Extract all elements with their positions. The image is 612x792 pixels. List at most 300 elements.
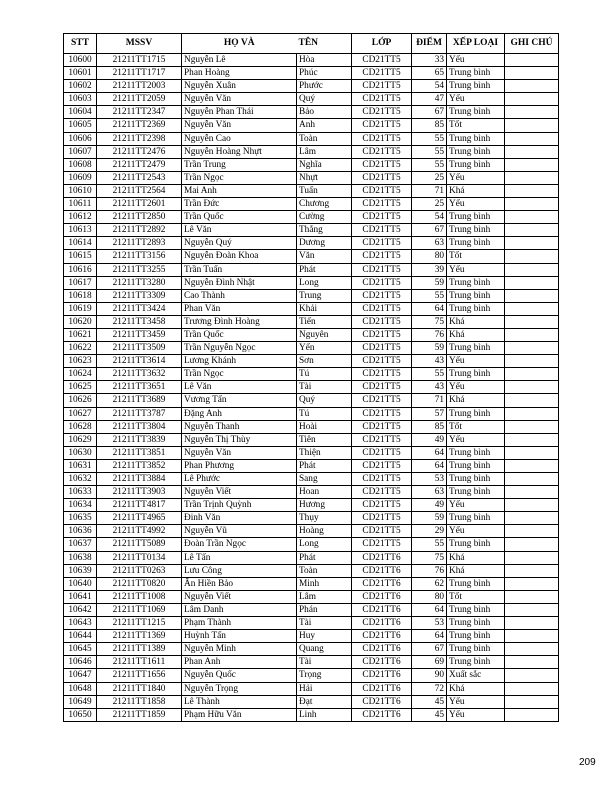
cell-lop: CD21TT5 [352, 328, 412, 341]
table-row [64, 211, 559, 224]
cell-ghi-chu [505, 289, 559, 302]
cell-diem: 55 [412, 145, 447, 158]
table-row [64, 250, 559, 263]
cell-xep-loai: Trung bình [447, 643, 505, 656]
table-row [64, 433, 559, 446]
table-row [64, 263, 559, 276]
cell-ho: Phan Phương [182, 459, 297, 472]
cell-stt: 10601 [64, 67, 97, 80]
cell-diem: 53 [412, 617, 447, 630]
cell-ho: Trần Đức [182, 198, 297, 211]
cell-ghi-chu [505, 145, 559, 158]
cell-lop: CD21TT5 [352, 250, 412, 263]
cell-diem: 65 [412, 67, 447, 80]
cell-stt: 10645 [64, 643, 97, 656]
cell-xep-loai: Trung bình [447, 459, 505, 472]
header-ten: TÊN [297, 34, 352, 54]
cell-diem: 33 [412, 54, 447, 67]
cell-lop: CD21TT6 [352, 551, 412, 564]
cell-ghi-chu [505, 499, 559, 512]
cell-xep-loai: Yếu [447, 381, 505, 394]
cell-ten: Anh [297, 119, 352, 132]
table-row [64, 459, 559, 472]
cell-ghi-chu [505, 656, 559, 669]
cell-ho: Lê Tấn [182, 551, 297, 564]
cell-ten: Cường [297, 211, 352, 224]
table-row [64, 656, 559, 669]
table-row [64, 171, 559, 184]
cell-ten: Phát [297, 551, 352, 564]
cell-mssv: 21211TT2850 [97, 211, 182, 224]
cell-ghi-chu [505, 695, 559, 708]
cell-ten: Toàn [297, 132, 352, 145]
cell-stt: 10608 [64, 158, 97, 171]
cell-ten: Nghĩa [297, 158, 352, 171]
cell-mssv: 21211TT3852 [97, 459, 182, 472]
cell-xep-loai: Trung bình [447, 80, 505, 93]
cell-ghi-chu [505, 224, 559, 237]
cell-diem: 67 [412, 643, 447, 656]
cell-ho: Lâm Danh [182, 603, 297, 616]
table-row [64, 473, 559, 486]
cell-stt: 10626 [64, 394, 97, 407]
cell-xep-loai: Trung bình [447, 237, 505, 250]
cell-lop: CD21TT6 [352, 590, 412, 603]
cell-xep-loai: Khá [447, 564, 505, 577]
cell-ghi-chu [505, 617, 559, 630]
cell-lop: CD21TT5 [352, 420, 412, 433]
cell-diem: 62 [412, 577, 447, 590]
cell-mssv: 21211TT1858 [97, 695, 182, 708]
cell-mssv: 21211TT3884 [97, 473, 182, 486]
header-ghi-chu: GHI CHÚ [505, 34, 559, 54]
cell-mssv: 21211TT3255 [97, 263, 182, 276]
cell-diem: 85 [412, 119, 447, 132]
table-row [64, 381, 559, 394]
cell-ho: Nguyễn Đoàn Khoa [182, 250, 297, 263]
cell-ten: Minh [297, 577, 352, 590]
cell-diem: 75 [412, 315, 447, 328]
cell-ho: Trần Quốc [182, 211, 297, 224]
cell-xep-loai: Trung bình [447, 473, 505, 486]
cell-ho: Lê Văn [182, 381, 297, 394]
cell-diem: 29 [412, 525, 447, 538]
cell-mssv: 21211TT0134 [97, 551, 182, 564]
cell-stt: 10614 [64, 237, 97, 250]
cell-xep-loai: Yếu [447, 708, 505, 721]
cell-ho: Trần Tuấn [182, 263, 297, 276]
cell-ho: Phan Hoàng [182, 67, 297, 80]
table-row [64, 407, 559, 420]
cell-lop: CD21TT5 [352, 263, 412, 276]
table-row [64, 695, 559, 708]
header-mssv: MSSV [97, 34, 182, 54]
cell-mssv: 21211TT3804 [97, 420, 182, 433]
cell-stt: 10618 [64, 289, 97, 302]
cell-diem: 67 [412, 224, 447, 237]
cell-ho: Nguyễn Lê [182, 54, 297, 67]
cell-xep-loai: Khá [447, 394, 505, 407]
table-row [64, 224, 559, 237]
cell-ten: Nguyên [297, 328, 352, 341]
cell-stt: 10607 [64, 145, 97, 158]
cell-ghi-chu [505, 368, 559, 381]
cell-ho: Nguyễn Trọng [182, 682, 297, 695]
cell-mssv: 21211TT2476 [97, 145, 182, 158]
cell-xep-loai: Yếu [447, 54, 505, 67]
cell-ten: Nhựt [297, 171, 352, 184]
cell-ten: Hoài [297, 420, 352, 433]
cell-mssv: 21211TT2347 [97, 106, 182, 119]
table-row [64, 617, 559, 630]
table-row [64, 538, 559, 551]
table-row [64, 80, 559, 93]
cell-ghi-chu [505, 538, 559, 551]
cell-ho: Nguyễn Xuân [182, 80, 297, 93]
cell-ten: Tú [297, 407, 352, 420]
cell-stt: 10630 [64, 446, 97, 459]
cell-ghi-chu [505, 590, 559, 603]
cell-lop: CD21TT5 [352, 158, 412, 171]
cell-ho: Nguyễn Văn [182, 446, 297, 459]
cell-lop: CD21TT5 [352, 145, 412, 158]
cell-lop: CD21TT6 [352, 708, 412, 721]
cell-mssv: 21211TT2543 [97, 171, 182, 184]
cell-xep-loai: Yếu [447, 171, 505, 184]
cell-ho: Nguyễn Thị Thùy [182, 433, 297, 446]
cell-lop: CD21TT5 [352, 132, 412, 145]
cell-stt: 10623 [64, 355, 97, 368]
cell-xep-loai: Trung bình [447, 538, 505, 551]
cell-diem: 43 [412, 355, 447, 368]
cell-diem: 71 [412, 184, 447, 197]
cell-ho: Phan Anh [182, 656, 297, 669]
cell-lop: CD21TT5 [352, 237, 412, 250]
cell-stt: 10609 [64, 171, 97, 184]
cell-xep-loai: Yếu [447, 499, 505, 512]
cell-ho: Đinh Văn [182, 512, 297, 525]
cell-ghi-chu [505, 446, 559, 459]
cell-xep-loai: Trung bình [447, 211, 505, 224]
cell-ten: Bảo [297, 106, 352, 119]
cell-lop: CD21TT5 [352, 93, 412, 106]
cell-diem: 55 [412, 368, 447, 381]
cell-lop: CD21TT5 [352, 512, 412, 525]
cell-lop: CD21TT5 [352, 381, 412, 394]
cell-ten: Trung [297, 289, 352, 302]
cell-lop: CD21TT5 [352, 394, 412, 407]
cell-mssv: 21211TT1215 [97, 617, 182, 630]
table-row [64, 355, 559, 368]
cell-lop: CD21TT6 [352, 617, 412, 630]
cell-stt: 10600 [64, 54, 97, 67]
cell-diem: 55 [412, 538, 447, 551]
table-row [64, 446, 559, 459]
cell-mssv: 21211TT1715 [97, 54, 182, 67]
cell-lop: CD21TT5 [352, 473, 412, 486]
cell-lop: CD21TT5 [352, 499, 412, 512]
table-row [64, 643, 559, 656]
cell-xep-loai: Khá [447, 551, 505, 564]
cell-mssv: 21211TT3309 [97, 289, 182, 302]
cell-xep-loai: Trung bình [447, 630, 505, 643]
cell-ten: Trọng [297, 669, 352, 682]
cell-lop: CD21TT6 [352, 630, 412, 643]
cell-stt: 10612 [64, 211, 97, 224]
cell-xep-loai: Trung bình [447, 603, 505, 616]
cell-ten: Phước [297, 80, 352, 93]
cell-mssv: 21211TT3459 [97, 328, 182, 341]
cell-ten: Huy [297, 630, 352, 643]
cell-ghi-chu [505, 276, 559, 289]
cell-ho: Lê Thành [182, 695, 297, 708]
table-row [64, 54, 559, 67]
cell-ten: Văn [297, 250, 352, 263]
cell-ho: Nguyễn Viết [182, 590, 297, 603]
cell-mssv: 21211TT2398 [97, 132, 182, 145]
cell-xep-loai: Trung bình [447, 656, 505, 669]
header-diem: ĐIỂM [412, 34, 447, 54]
cell-xep-loai: Khá [447, 184, 505, 197]
table-row [64, 67, 559, 80]
cell-xep-loai: Trung bình [447, 486, 505, 499]
cell-stt: 10627 [64, 407, 97, 420]
table-row [64, 499, 559, 512]
cell-lop: CD21TT6 [352, 643, 412, 656]
cell-ghi-chu [505, 250, 559, 263]
table-row [64, 237, 559, 250]
cell-stt: 10620 [64, 315, 97, 328]
cell-ghi-chu [505, 355, 559, 368]
cell-diem: 63 [412, 237, 447, 250]
table-row [64, 525, 559, 538]
page-number: 209 [579, 757, 596, 768]
cell-lop: CD21TT6 [352, 603, 412, 616]
cell-lop: CD21TT5 [352, 355, 412, 368]
header-lop: LỚP [352, 34, 412, 54]
cell-lop: CD21TT6 [352, 669, 412, 682]
cell-mssv: 21211TT1611 [97, 656, 182, 669]
cell-ho: Lương Khánh [182, 355, 297, 368]
cell-stt: 10629 [64, 433, 97, 446]
cell-xep-loai: Trung bình [447, 145, 505, 158]
cell-ghi-chu [505, 263, 559, 276]
cell-ho: Mai Anh [182, 184, 297, 197]
cell-ghi-chu [505, 171, 559, 184]
cell-ho: Nguyễn Đình Nhật [182, 276, 297, 289]
cell-ho: Trần Quốc [182, 328, 297, 341]
cell-lop: CD21TT5 [352, 433, 412, 446]
cell-xep-loai: Trung bình [447, 342, 505, 355]
cell-mssv: 21211TT4817 [97, 499, 182, 512]
cell-mssv: 21211TT3156 [97, 250, 182, 263]
table-row [64, 198, 559, 211]
table-row [64, 302, 559, 315]
cell-ten: Phán [297, 603, 352, 616]
cell-lop: CD21TT5 [352, 315, 412, 328]
cell-mssv: 21211TT3689 [97, 394, 182, 407]
table-row [64, 158, 559, 171]
cell-lop: CD21TT5 [352, 525, 412, 538]
cell-ten: Tuấn [297, 184, 352, 197]
cell-diem: 25 [412, 198, 447, 211]
cell-mssv: 21211TT0820 [97, 577, 182, 590]
cell-ho: Lê Văn [182, 224, 297, 237]
cell-ghi-chu [505, 394, 559, 407]
cell-stt: 10648 [64, 682, 97, 695]
table-row [64, 682, 559, 695]
cell-mssv: 21211TT3903 [97, 486, 182, 499]
table-row [64, 630, 559, 643]
table-row [64, 184, 559, 197]
cell-stt: 10646 [64, 656, 97, 669]
cell-diem: 53 [412, 473, 447, 486]
cell-ten: Quý [297, 93, 352, 106]
cell-ho: Nguyễn Thanh [182, 420, 297, 433]
cell-diem: 64 [412, 459, 447, 472]
cell-ten: Hương [297, 499, 352, 512]
cell-lop: CD21TT5 [352, 459, 412, 472]
cell-mssv: 21211TT2479 [97, 158, 182, 171]
cell-mssv: 21211TT1069 [97, 603, 182, 616]
cell-stt: 10628 [64, 420, 97, 433]
table-row [64, 551, 559, 564]
cell-ghi-chu [505, 184, 559, 197]
cell-diem: 49 [412, 433, 447, 446]
cell-ho: Nguyễn Quốc [182, 669, 297, 682]
cell-ho: Lưu Công [182, 564, 297, 577]
cell-ghi-chu [505, 682, 559, 695]
cell-ho: Phạm Thành [182, 617, 297, 630]
cell-ghi-chu [505, 132, 559, 145]
cell-diem: 54 [412, 211, 447, 224]
cell-xep-loai: Trung bình [447, 289, 505, 302]
cell-mssv: 21211TT1389 [97, 643, 182, 656]
table-row [64, 420, 559, 433]
cell-ten: Quý [297, 394, 352, 407]
cell-mssv: 21211TT3851 [97, 446, 182, 459]
table-row [64, 708, 559, 721]
cell-ten: Tiên [297, 433, 352, 446]
table-row [64, 512, 559, 525]
cell-diem: 76 [412, 564, 447, 577]
cell-ghi-chu [505, 381, 559, 394]
cell-stt: 10647 [64, 669, 97, 682]
cell-ghi-chu [505, 708, 559, 721]
cell-diem: 54 [412, 80, 447, 93]
cell-diem: 45 [412, 695, 447, 708]
cell-lop: CD21TT5 [352, 276, 412, 289]
cell-lop: CD21TT6 [352, 656, 412, 669]
cell-diem: 49 [412, 499, 447, 512]
cell-ghi-chu [505, 67, 559, 80]
cell-mssv: 21211TT2892 [97, 224, 182, 237]
table-row [64, 106, 559, 119]
cell-mssv: 21211TT2369 [97, 119, 182, 132]
cell-stt: 10635 [64, 512, 97, 525]
cell-ho: Phan Văn [182, 302, 297, 315]
cell-ten: Khải [297, 302, 352, 315]
cell-stt: 10639 [64, 564, 97, 577]
cell-xep-loai: Khá [447, 315, 505, 328]
cell-ghi-chu [505, 473, 559, 486]
cell-mssv: 21211TT2059 [97, 93, 182, 106]
cell-mssv: 21211TT3651 [97, 381, 182, 394]
cell-ho: Trần Nguyễn Ngọc [182, 342, 297, 355]
cell-ho: Lê Phước [182, 473, 297, 486]
cell-diem: 43 [412, 381, 447, 394]
cell-mssv: 21211TT3509 [97, 342, 182, 355]
cell-xep-loai: Trung bình [447, 617, 505, 630]
cell-diem: 64 [412, 302, 447, 315]
cell-xep-loai: Tốt [447, 250, 505, 263]
table-row [64, 119, 559, 132]
cell-lop: CD21TT5 [352, 224, 412, 237]
cell-stt: 10625 [64, 381, 97, 394]
cell-stt: 10634 [64, 499, 97, 512]
cell-ten: Thụy [297, 512, 352, 525]
cell-diem: 63 [412, 486, 447, 499]
cell-lop: CD21TT5 [352, 446, 412, 459]
cell-xep-loai: Trung bình [447, 302, 505, 315]
cell-lop: CD21TT6 [352, 577, 412, 590]
cell-mssv: 21211TT3458 [97, 315, 182, 328]
cell-stt: 10637 [64, 538, 97, 551]
cell-stt: 10638 [64, 551, 97, 564]
cell-ho: Đoàn Trần Ngọc [182, 538, 297, 551]
cell-xep-loai: Trung bình [447, 368, 505, 381]
cell-lop: CD21TT5 [352, 486, 412, 499]
cell-xep-loai: Yếu [447, 525, 505, 538]
cell-ghi-chu [505, 93, 559, 106]
cell-ten: Hòa [297, 54, 352, 67]
cell-diem: 57 [412, 407, 447, 420]
cell-stt: 10603 [64, 93, 97, 106]
table-row [64, 368, 559, 381]
cell-stt: 10641 [64, 590, 97, 603]
cell-ten: Sơn [297, 355, 352, 368]
cell-ten: Long [297, 538, 352, 551]
student-grades-table [63, 33, 559, 722]
cell-ho: Phạm Hữu Văn [182, 708, 297, 721]
cell-ten: Tiến [297, 315, 352, 328]
cell-ghi-chu [505, 328, 559, 341]
cell-stt: 10619 [64, 302, 97, 315]
cell-ghi-chu [505, 433, 559, 446]
cell-ghi-chu [505, 630, 559, 643]
table-row [64, 486, 559, 499]
cell-xep-loai: Trung bình [447, 577, 505, 590]
cell-lop: CD21TT5 [352, 171, 412, 184]
cell-diem: 59 [412, 342, 447, 355]
table-row [64, 564, 559, 577]
cell-ghi-chu [505, 459, 559, 472]
cell-stt: 10615 [64, 250, 97, 263]
cell-ghi-chu [505, 551, 559, 564]
cell-ten: Toàn [297, 564, 352, 577]
cell-ten: Long [297, 276, 352, 289]
cell-mssv: 21211TT1008 [97, 590, 182, 603]
cell-diem: 39 [412, 263, 447, 276]
cell-stt: 10611 [64, 198, 97, 211]
cell-ghi-chu [505, 158, 559, 171]
cell-xep-loai: Yếu [447, 695, 505, 708]
cell-stt: 10604 [64, 106, 97, 119]
cell-lop: CD21TT5 [352, 302, 412, 315]
cell-lop: CD21TT6 [352, 682, 412, 695]
cell-mssv: 21211TT1656 [97, 669, 182, 682]
cell-diem: 55 [412, 289, 447, 302]
